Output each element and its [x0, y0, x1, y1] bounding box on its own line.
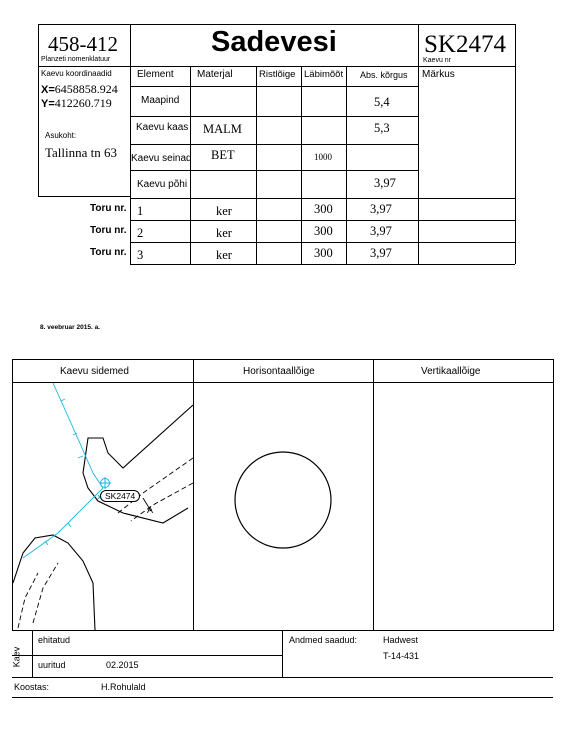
author-name: H.Rohulald: [101, 682, 146, 692]
row-elevation: 5,4: [374, 95, 390, 109]
col-header-material: Materjal: [197, 69, 233, 80]
panel-title-horizontal: Horisontaallõige: [243, 366, 315, 377]
col-header-element: Element: [137, 69, 174, 80]
section-arrow-label: A: [147, 505, 154, 515]
col-header-notes: Märkus: [422, 69, 455, 80]
y-label: Y=: [41, 98, 55, 110]
pipe-material: ker: [216, 204, 232, 218]
pipe-elevation: 3,97: [370, 202, 392, 216]
col-header-section: Ristlõige: [259, 69, 296, 80]
sheet-code: 458-412: [48, 32, 118, 56]
horizontal-section-circle: [230, 450, 340, 550]
col-header-diameter: Läbimõõt: [304, 69, 344, 80]
pipe-elevation: 3,97: [370, 246, 392, 260]
pipe-nr: 1: [137, 204, 144, 218]
connection-sketch: [13, 383, 193, 630]
x-coordinate: [41, 82, 118, 97]
well-id: SK2474: [424, 31, 506, 58]
panel-title-vertical: Vertikaallõige: [421, 366, 481, 377]
page-title: Sadevesi: [211, 26, 337, 58]
document-date: 8. veebruar 2015. a.: [40, 324, 100, 331]
x-label: X=: [41, 84, 55, 96]
row-material: MALM: [203, 122, 242, 136]
pipe-label: Toru nr.: [90, 225, 127, 236]
surveyed-date: 02.2015: [106, 660, 139, 670]
row-element-label: Maapind: [141, 95, 180, 106]
row-material: BET: [211, 148, 235, 162]
y-value: 412260.719: [54, 96, 112, 110]
coordinates-caption: Kaevu koordinaadid: [41, 69, 112, 78]
x-value: 6458858.924: [54, 82, 118, 96]
y-coordinate: [41, 96, 112, 111]
pipe-diameter: 300: [314, 224, 333, 238]
pipe-material: ker: [216, 248, 232, 262]
row-element-label: Kaevu kaas: [136, 122, 189, 133]
sheet-caption: Planzeti nomenklatuur: [41, 56, 111, 63]
surveyed-label: uuritud: [38, 660, 66, 670]
well-tag: SK2474: [100, 490, 140, 502]
pipe-nr: 2: [137, 226, 144, 240]
built-label: ehitatud: [38, 635, 71, 645]
pipe-diameter: 300: [314, 246, 333, 260]
pipe-label: Toru nr.: [90, 247, 127, 258]
row-element-label: Kaevu põhi: [137, 179, 188, 190]
side-label: Kaev: [11, 646, 22, 668]
pipe-elevation: 3,97: [370, 224, 392, 238]
pipe-material: ker: [216, 226, 232, 240]
row-diameter: 1000: [314, 152, 332, 162]
well-id-caption: Kaevu nr: [423, 57, 452, 64]
data-source-company: Hadwest: [383, 635, 419, 645]
location-label: Asukoht:: [45, 131, 77, 140]
data-source-label: Andmed saadud:: [289, 635, 358, 645]
col-header-elevation: Abs. kõrgus: [360, 70, 408, 80]
author-label: Koostas:: [14, 682, 50, 692]
pipe-label: Toru nr.: [90, 203, 127, 214]
row-elevation: 5,3: [374, 121, 390, 135]
pipe-nr: 3: [137, 248, 144, 262]
data-source-code: T-14-431: [383, 651, 420, 661]
panel-title-connections: Kaevu sidemed: [60, 366, 129, 377]
pipe-diameter: 300: [314, 202, 333, 216]
location-value: Tallinna tn 63: [45, 145, 118, 160]
row-elevation: 3,97: [374, 176, 396, 190]
row-element-label: Kaevu seinad: [131, 153, 192, 164]
